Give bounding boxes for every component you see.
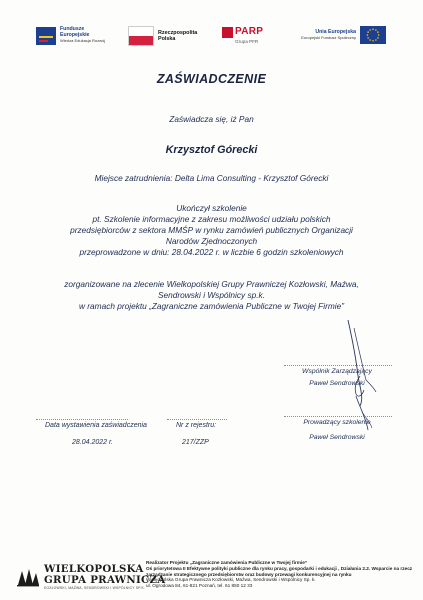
- project-info-line3: zarządzanie strategicznego przedsiębiorstw oraz budowy przewagi konkurencyjnej na rynku: [146, 571, 352, 577]
- polish-flag-icon: [128, 26, 154, 46]
- trainer-name: Paweł Sendrowski: [309, 434, 365, 441]
- rzeczpospolita-logo: [128, 26, 208, 50]
- parp-subtitle: Grupa PFR: [235, 39, 259, 44]
- completed-text: Ukończył szkolenie: [176, 203, 247, 213]
- project-info-line5: ul. Ogrodowa 84, 61-821 Poznań, tel. 61 850 12 33: [146, 583, 253, 589]
- recipient-name: Krzysztof Górecki: [165, 144, 258, 156]
- fe-subtitle: Wiedza Edukacja Rozwój: [60, 38, 106, 44]
- issue-date-value: 28.04.2022 r.: [72, 439, 113, 446]
- unia-europejska-logo: [288, 26, 388, 50]
- parp-title: PARP: [235, 26, 264, 37]
- partner-name: Paweł Sendrowski: [309, 380, 365, 387]
- project-info-line1: Realizator Projektu „Zagraniczne zamówienia Publiczne w Twojej firmie”: [146, 560, 308, 565]
- training-line-1: pt. Szkolenie informacyjne z zakresu możliwości udziału polskich: [92, 214, 331, 224]
- registry-label: Nr z rejestru:: [176, 422, 217, 429]
- organized-line-1: zorganizowane na zlecenie Wielkopolskiej Grupy Prawniczej Kozłowski, Maźwa,: [64, 279, 359, 289]
- parp-mark-icon: [222, 27, 233, 38]
- wgp-emblem-icon: [16, 567, 40, 587]
- fe-mark-icon: [36, 27, 56, 45]
- training-line-2: przedsiębiorców z sektora MMŚP w rynku zamówień publicznych Organizacji: [70, 225, 353, 235]
- org-name-line1: WIELKOPOLSKA: [44, 563, 144, 575]
- organized-line-2: Sendrowski i Wspólnicy sp.k.: [158, 290, 265, 300]
- parp-logo: [222, 26, 282, 50]
- partner-role: Wspólnik Zarządzający: [302, 368, 372, 375]
- trainer-role: Prowadzący szkolenie: [303, 419, 371, 426]
- ue-title: Unia Europejska: [315, 29, 356, 35]
- org-name-line2: GRUPA PRAWNICZA: [44, 574, 166, 586]
- wielkopolska-grupa-prawnicza-logo: [16, 563, 166, 593]
- project-info: [146, 560, 416, 589]
- rp-line1: Rzeczpospolita: [158, 30, 198, 36]
- registry-value: 217/ZZP: [182, 439, 209, 446]
- issue-date-label: Data wystawienia zaświadczenia: [45, 422, 147, 429]
- training-line-3: Narodów Zjednoczonych: [165, 236, 258, 246]
- org-name-line3: KOZŁOWSKI, MAŹWA, SENDROWSKI I WSPÓLNICY SP.K.: [44, 586, 146, 590]
- project-info-line4: Wielkopolska Grupa Prawnicza Kozłowski, Maźwa, Sendrowski i Wspólnicy Sp. k.: [146, 577, 316, 583]
- project-text: w ramach projektu „Zagraniczne zamówienia Publiczne w Twojej Firmie”: [79, 301, 344, 311]
- fe-title2: Europejskie: [60, 31, 90, 38]
- fundusze-europejskie-logo: [36, 26, 116, 50]
- ue-subtitle: Europejski Fundusz Społeczny: [301, 35, 356, 40]
- fe-title: Fundusze: [60, 26, 85, 32]
- employment-text: Miejsce zatrudnienia: Delta Lima Consulting - Krzysztof Górecki: [94, 173, 329, 183]
- eu-flag-icon: [360, 26, 386, 44]
- intro-text: Zaświadcza się, iż Pan: [169, 114, 254, 124]
- project-info-line2: Oś priorytetowa II Efektywne polityki publiczne dla rynku pracy, gospodarki i edukacji , Działania 2.2. Wsparcie na rzecz: [146, 565, 413, 571]
- rp-line2: Polska: [158, 36, 176, 42]
- conducted-text: przeprowadzone w dniu: 28.04.2022 r. w liczbie 6 godzin szkoleniowych: [79, 247, 344, 257]
- document-title: ZAŚWIADCZENIE: [156, 72, 267, 86]
- funding-logos: [36, 26, 388, 50]
